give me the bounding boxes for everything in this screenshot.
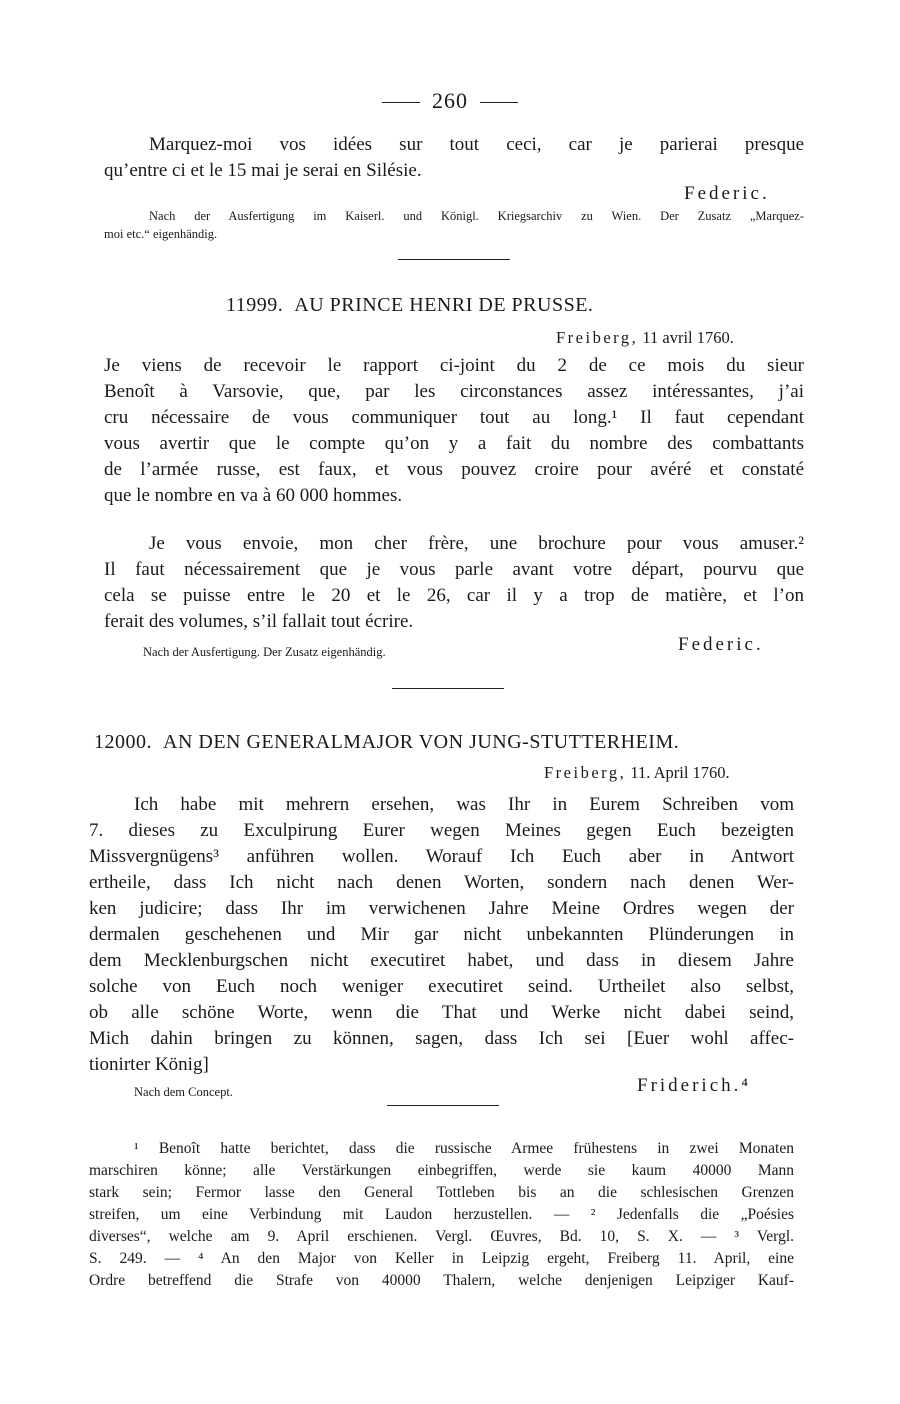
letter-12000-line-1: Ich habe mit mehrern ersehen, was Ihr in Eurem Schreiben vom xyxy=(134,794,794,815)
letter-12000-line-10: Mich dahin bringen zu können, sagen, dass Ich sei [Euer wohl affec- xyxy=(89,1028,794,1049)
letter-12000-line-3: Missvergnügens³ anführen wollen. Worauf Ich Euch aber in Antwort xyxy=(89,846,794,867)
letter-11999-para2-line-3: cela se puisse entre le 20 et le 26, car il y a trop de matière, et l’on xyxy=(104,585,804,606)
letter-12000-note: Nach dem Concept. xyxy=(134,1085,233,1099)
footnote-line-4: streifen, um eine Verbindung mit Laudon herzustellen. — ² Jedenfalls die „Poésies xyxy=(89,1206,794,1223)
footnote-line-6: S. 249. — ⁴ An den Major von Keller in Leipzig ergeht, Freiberg 11. April, eine xyxy=(89,1250,794,1267)
letter-12000-recipient: AN DEN GENERALMAJOR VON JUNG-STUTTERHEIM. xyxy=(163,731,680,753)
letter-11999-para1-line-5: de l’armée russe, est faux, et vous pouvez croire pour avéré et constaté xyxy=(104,459,804,480)
letter-11999-recipient: AU PRINCE HENRI DE PRUSSE. xyxy=(294,294,594,316)
letter-12000-line-9: ob alle schöne Worte, wenn die That und Werke nicht dabei seind, xyxy=(89,1002,794,1023)
page-number-dash-left xyxy=(382,102,420,103)
letter-11999-signature: Federic. xyxy=(678,634,764,655)
prev-letter-line-1: Marquez-moi vos idées sur tout ceci, car je parierai presque xyxy=(149,134,804,155)
prev-letter-signature: Federic. xyxy=(684,183,770,204)
letter-11999-place: Freiberg, xyxy=(556,328,639,347)
letter-11999-note: Nach der Ausfertigung. Der Zusatz eigenhändig. xyxy=(143,645,386,659)
page-number xyxy=(0,88,900,114)
letter-11999-para1-line-6: que le nombre en va à 60 000 hommes. xyxy=(104,485,403,506)
footnote-line-5: diverses“, welche am 9. April erschienen. Vergl. Œuvres, Bd. 10, S. X. — ³ Vergl. xyxy=(89,1228,794,1245)
letter-12000-line-2: 7. dieses zu Exculpirung Eurer wegen Meines gegen Euch bezeigten xyxy=(89,820,794,841)
letter-12000-signature: Friderich.⁴ xyxy=(637,1075,752,1096)
prev-letter-note-line-1: Nach der Ausfertigung im Kaiserl. und Königl. Kriegsarchiv zu Wien. Der Zusatz „Marquez- xyxy=(149,209,804,223)
letter-12000-dateline xyxy=(544,763,730,783)
letter-12000-line-6: dermalen geschehenen und Mir gar nicht unbekannten Plünderungen in xyxy=(89,924,794,945)
letter-12000-line-5: ken judicire; dass Ihr im verwichenen Jahre Meine Ordres wegen der xyxy=(89,898,794,919)
letter-12000-number: 12000. xyxy=(94,731,152,753)
page-number-text: 260 xyxy=(432,88,468,113)
letter-11999-para1-line-3: cru nécessaire de vous communiquer tout au long.¹ Il faut cependant xyxy=(104,407,804,428)
letter-11999-date: 11 avril 1760. xyxy=(642,328,734,347)
letter-11999-number: 11999. xyxy=(226,294,284,316)
letter-11999-para1-line-1: Je viens de recevoir le rapport ci-joint du 2 de ce mois du sieur xyxy=(104,355,804,376)
letter-11999-heading xyxy=(226,294,593,317)
prev-letter-note-line-2: moi etc.“ eigenhändig. xyxy=(104,227,218,241)
page-number-dash-right xyxy=(480,102,518,103)
footnote-line-1: ¹ Benoît hatte berichtet, dass die russische Armee frühestens in zwei Monaten xyxy=(134,1140,794,1157)
letter-11999-para1-line-4: vous avertir que le compte qu’on y a fait du nombre des combattants xyxy=(104,433,804,454)
letter-11999-para2-line-1: Je vous envoie, mon cher frère, une brochure pour vous amuser.² xyxy=(149,533,804,554)
footnote-line-3: stark sein; Fermor lasse den General Tottleben bis an die schlesischen Grenzen xyxy=(89,1184,794,1201)
section-divider xyxy=(398,259,510,260)
letter-11999-para1-line-2: Benoît à Varsovie, que, par les circonstances assez intéressantes, j’ai xyxy=(104,381,804,402)
letter-12000-line-11: tionirter König] xyxy=(89,1054,209,1075)
letter-11999-para2-line-4: ferait des volumes, s’il fallait tout écrire. xyxy=(104,611,414,632)
letter-12000-heading xyxy=(94,731,679,754)
letter-12000-line-8: solche von Euch noch weniger executiret seind. Urtheilet also selbst, xyxy=(89,976,794,997)
footnote-line-2: marschiren könne; alle Verstärkungen einbegriffen, werde sie kaum 40000 Mann xyxy=(89,1162,794,1179)
letter-12000-line-7: dem Mecklenburgschen nicht executiret habet, und dass in diesem Jahre xyxy=(89,950,794,971)
footnote-divider xyxy=(387,1105,499,1106)
letter-11999-dateline xyxy=(556,328,734,348)
footnote-line-7: Ordre betreffend die Strafe von 40000 Thalern, welche denjenigen Leipziger Kauf- xyxy=(89,1272,794,1289)
letter-11999-para2-line-2: Il faut nécessairement que je vous parle avant votre départ, pourvu que xyxy=(104,559,804,580)
section-divider xyxy=(392,688,504,689)
letter-12000-place: Freiberg, xyxy=(544,763,627,782)
letter-12000-line-4: ertheile, dass Ich nicht nach denen Worten, sondern nach denen Wer- xyxy=(89,872,794,893)
letter-12000-date: 11. April 1760. xyxy=(630,763,730,782)
prev-letter-line-2: qu’entre ci et le 15 mai je serai en Silésie. xyxy=(104,160,422,181)
